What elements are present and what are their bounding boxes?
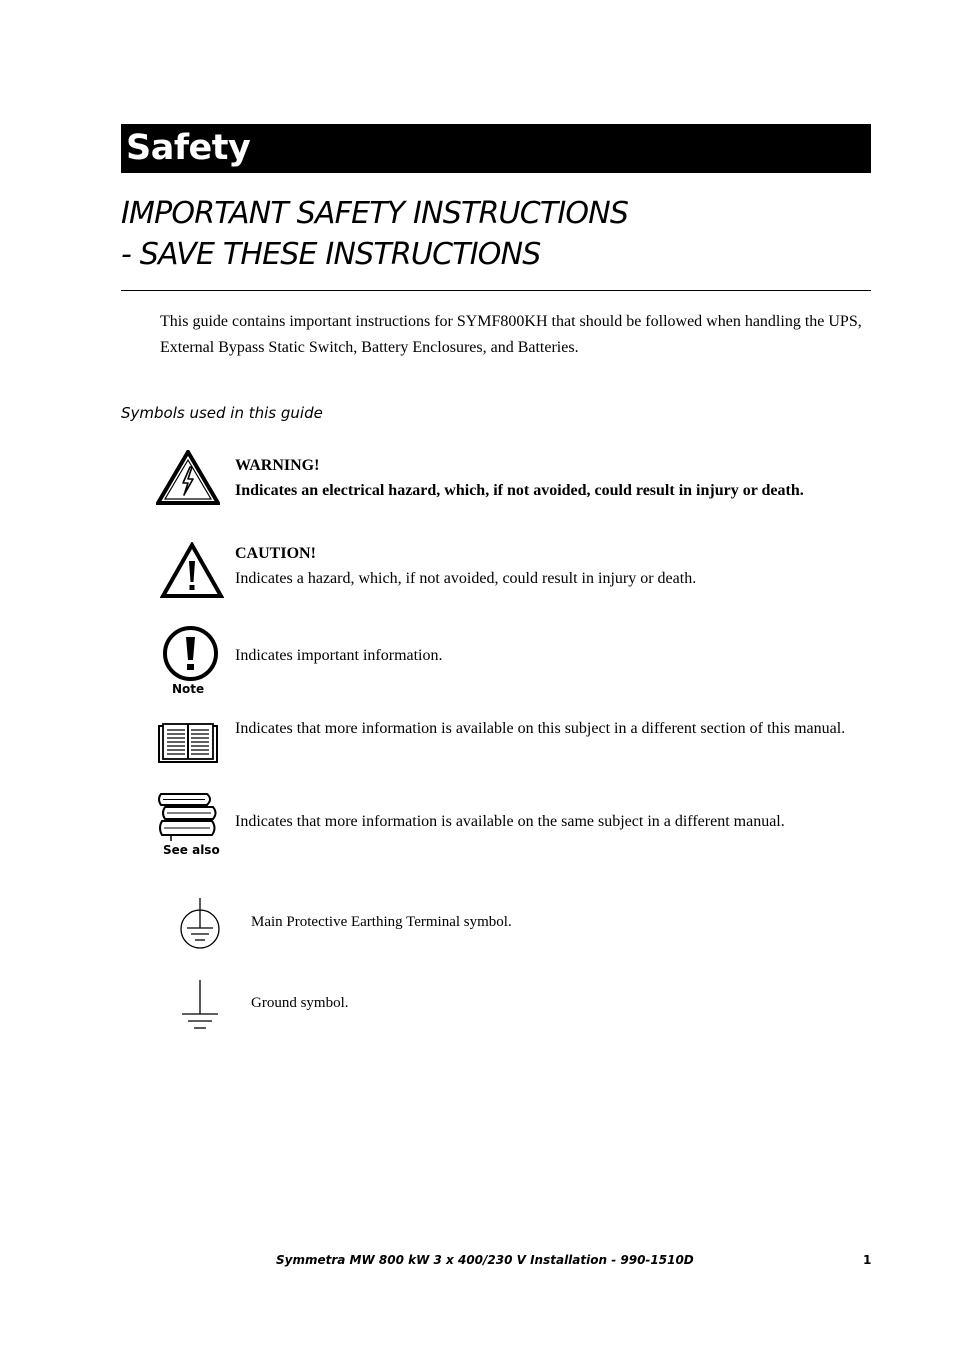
footer-document-title: Symmetra MW 800 kW 3 x 400/230 V Installation - 990-1510D — [276, 1253, 694, 1267]
ground-icon — [180, 978, 220, 1032]
caution-text: Indicates a hazard, which, if not avoided, could result in injury or death. — [235, 570, 697, 587]
see-also-text: Indicates that more information is available on the same subject in a different manual. — [235, 813, 785, 830]
section-title: Safety — [126, 128, 251, 168]
open-book-icon — [157, 722, 219, 764]
warning-text: Indicates an electrical hazard, which, if not avoided, could result in injury or death. — [235, 482, 804, 499]
caution-label: CAUTION! — [235, 545, 316, 562]
caution-description — [235, 541, 875, 591]
caution-triangle-icon — [160, 542, 224, 599]
see-also-caption: See also — [163, 843, 220, 857]
electrical-hazard-warning-icon — [156, 450, 220, 506]
protective-earth-icon — [178, 896, 222, 950]
note-caption: Note — [172, 682, 205, 696]
page-title-line-2: - SAVE THESE INSTRUCTIONS — [121, 237, 541, 272]
footer-page-number: 1 — [863, 1253, 872, 1267]
symbols-heading: Symbols used in this guide — [121, 404, 323, 422]
ground-text: Ground symbol. — [251, 995, 349, 1011]
warning-label: WARNING! — [235, 457, 320, 474]
cross-reference-text: Indicates that more information is available on this subject in a different section of this manual. — [235, 720, 846, 737]
warning-description — [235, 453, 875, 503]
title-divider — [121, 290, 871, 291]
stacked-books-icon — [157, 791, 219, 843]
intro-paragraph: This guide contains important instructions for SYMF800KH that should be followed when handling the UPS, External Bypass Static Switch, Battery Enclosures, and Batteries. — [160, 313, 862, 356]
note-text: Indicates important information. — [235, 647, 443, 664]
page-title-line-1: IMPORTANT SAFETY INSTRUCTIONS — [121, 196, 629, 231]
page-title — [121, 193, 628, 275]
section-header-bar — [121, 124, 871, 173]
protective-earth-text: Main Protective Earthing Terminal symbol. — [251, 914, 512, 930]
exclamation-circle-icon — [162, 625, 219, 682]
